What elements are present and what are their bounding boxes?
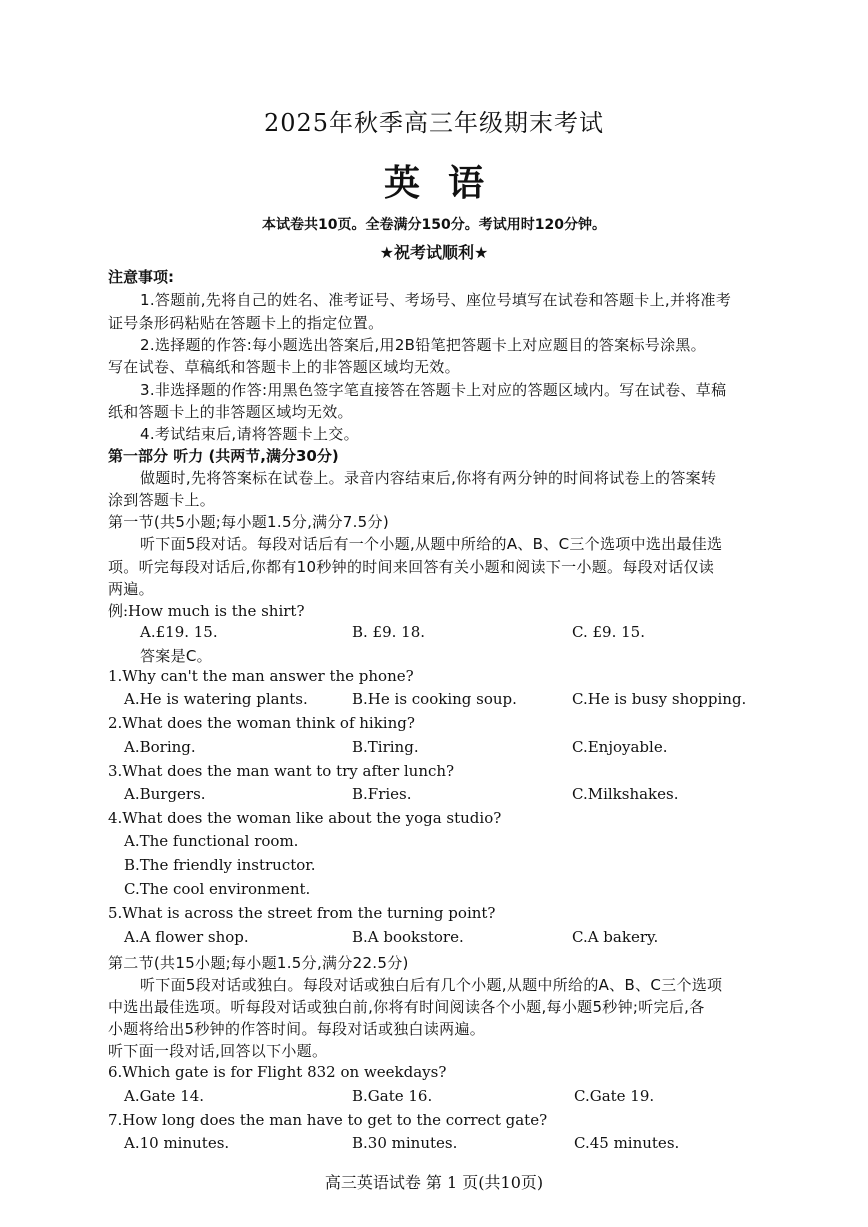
notice-item-2-line-2: 写在试卷、草稿纸和答题卡上的非答题区域均无效。 — [108, 358, 460, 376]
question-5: 5.What is across the street from the turning point? — [108, 904, 496, 922]
question-4-option-b: B.The friendly instructor. — [124, 856, 316, 874]
question-2: 2.What does the woman think of hiking? — [108, 714, 415, 732]
example-option-b: B. £9. 18. — [352, 623, 426, 641]
question-2-option-a: A.Boring. — [124, 738, 196, 756]
notice-item-2-line-1: 2.选择题的作答:每小题选出答案后,用2B铅笔把答题卡上对应题目的答案标号涂黑。 — [140, 336, 706, 354]
question-5-option-a: A.A flower shop. — [124, 928, 249, 946]
question-1-option-a: A.He is watering plants. — [124, 690, 308, 708]
question-6-option-b: B.Gate 16. — [352, 1087, 433, 1105]
question-7-option-a: A.10 minutes. — [124, 1134, 230, 1152]
notice-item-4: 4.考试结束后,请将答题卡上交。 — [140, 425, 359, 443]
part1-heading: 第一部分 听力 (共两节,满分30分) — [108, 447, 339, 465]
page-footer: 高三英语试卷 第 1 页(共10页) — [324, 1173, 544, 1192]
question-6-option-c: C.Gate 19. — [574, 1087, 655, 1105]
notice-item-3-line-1: 3.非选择题的作答:用黑色签字笔直接答在答题卡上对应的答题区域内。写在试卷、草稿 — [140, 381, 727, 399]
question-3-option-a: A.Burgers. — [124, 785, 206, 803]
question-2-option-c: C.Enjoyable. — [572, 738, 668, 756]
question-4-option-c: C.The cool environment. — [124, 880, 311, 898]
question-5-option-c: C.A bakery. — [572, 928, 659, 946]
part1-intro-line-1: 做题时,先将答案标在试卷上。录音内容结束后,你将有两分钟的时间将试卷上的答案转 — [140, 469, 717, 487]
question-1-option-b: B.He is cooking soup. — [352, 690, 517, 708]
question-7: 7.How long does the man have to get to the correct gate? — [108, 1111, 548, 1129]
notice-heading: 注意事项: — [108, 268, 174, 286]
exam-info: 本试卷共10页。全卷满分150分。考试用时120分钟。 — [262, 217, 606, 233]
example-option-c: C. £9. 15. — [572, 623, 645, 641]
question-7-option-c: C.45 minutes. — [574, 1134, 680, 1152]
notice-item-1-line-2: 证号条形码粘贴在答题卡上的指定位置。 — [108, 314, 384, 332]
notice-item-3-line-2: 纸和答题卡上的非答题区域均无效。 — [108, 403, 353, 421]
example-option-a: A.£19. 15. — [140, 623, 218, 641]
question-1: 1.Why can't the man answer the phone? — [108, 667, 414, 685]
question-6-option-a: A.Gate 14. — [124, 1087, 205, 1105]
question-3-option-b: B.Fries. — [352, 785, 412, 803]
example-answer: 答案是C。 — [140, 647, 212, 665]
exam-title: 2025年秋季高三年级期末考试 — [263, 109, 605, 137]
section1-intro-line-3: 两遍。 — [108, 580, 154, 598]
section2-instruction: 听下面一段对话,回答以下小题。 — [108, 1042, 328, 1060]
question-2-option-b: B.Tiring. — [352, 738, 419, 756]
question-1-option-c: C.He is busy shopping. — [572, 690, 747, 708]
question-5-option-b: B.A bookstore. — [352, 928, 464, 946]
section1-heading: 第一节(共5小题;每小题1.5分,满分7.5分) — [108, 513, 389, 531]
section2-intro-line-2: 中选出最佳选项。听每段对话或独白前,你将有时间阅读各个小题,每小题5秒钟;听完后,各 — [108, 998, 705, 1016]
question-4: 4.What does the woman like about the yoga studio? — [108, 809, 502, 827]
question-3-option-c: C.Milkshakes. — [572, 785, 679, 803]
part1-intro-line-2: 涂到答题卡上。 — [108, 491, 216, 509]
subject-title: 英语 — [383, 162, 512, 204]
example-question: 例:How much is the shirt? — [108, 602, 305, 620]
section2-intro-line-1: 听下面5段对话或独白。每段对话或独白后有几个小题,从题中所给的A、B、C三个选项 — [140, 976, 723, 994]
section2-heading: 第二节(共15小题;每小题1.5分,满分22.5分) — [108, 954, 409, 972]
question-3: 3.What does the man want to try after lunch? — [108, 762, 455, 780]
question-7-option-b: B.30 minutes. — [352, 1134, 458, 1152]
section1-intro-line-2: 项。听完每段对话后,你都有10秒钟的时间来回答有关小题和阅读下一小题。每段对话仅读 — [108, 558, 715, 576]
notice-item-1-line-1: 1.答题前,先将自己的姓名、准考证号、考场号、座位号填写在试卷和答题卡上,并将准考 — [140, 291, 732, 309]
section1-intro-line-1: 听下面5段对话。每段对话后有一个小题,从题中所给的A、B、C三个选项中选出最佳选 — [140, 535, 723, 553]
question-6: 6.Which gate is for Flight 832 on weekdays? — [108, 1063, 447, 1081]
good-luck-banner: ★祝考试顺利★ — [379, 243, 489, 262]
section2-intro-line-3: 小题将给出5秒钟的作答时间。每段对话或独白读两遍。 — [108, 1020, 486, 1038]
question-4-option-a: A.The functional room. — [124, 832, 299, 850]
